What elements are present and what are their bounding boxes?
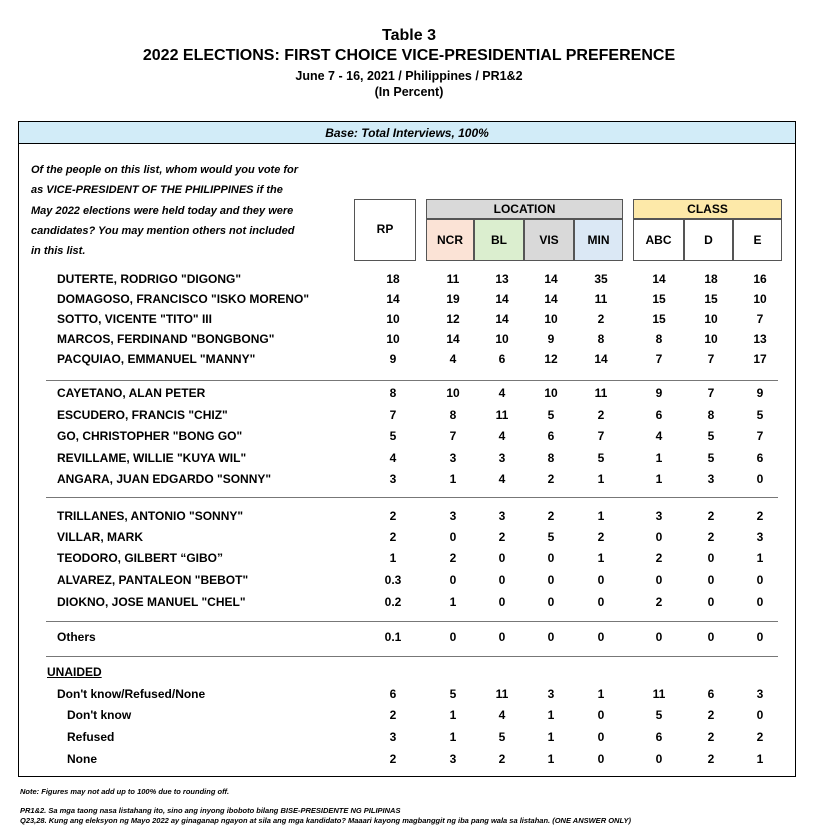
table-cell: 6 <box>498 352 506 366</box>
row-label: DIOKNO, JOSE MANUEL "CHEL" <box>57 595 246 609</box>
table-cell: 11 <box>495 687 509 701</box>
table-cell: 0 <box>547 630 555 644</box>
row-label: Don't know/Refused/None <box>57 687 206 701</box>
row-label: ESCUDERO, FRANCIS "CHIZ" <box>57 408 228 422</box>
table-cell: 8 <box>449 408 457 422</box>
table-cell: 6 <box>547 429 555 443</box>
table-cell: 8 <box>707 408 715 422</box>
table-cell: 7 <box>597 429 605 443</box>
group-divider <box>46 621 778 622</box>
group-divider <box>46 656 778 657</box>
row-label: ALVAREZ, PANTALEON "BEBOT" <box>57 573 249 587</box>
table-cell: 0 <box>498 595 506 609</box>
column-header-d: D <box>684 219 733 261</box>
table-cell: 1 <box>449 708 457 722</box>
table-cell: 14 <box>495 312 509 326</box>
row-label: Don't know <box>67 708 132 722</box>
table-cell: 2 <box>597 530 605 544</box>
column-group-class: CLASS <box>633 199 782 219</box>
table-cell: 1 <box>756 752 764 766</box>
table-cell: 8 <box>597 332 605 346</box>
table-cell: 1 <box>547 752 555 766</box>
row-label: REVILLAME, WILLIE "KUYA WIL" <box>57 451 247 465</box>
table-cell: 7 <box>389 408 397 422</box>
column-header-ncr: NCR <box>426 219 474 261</box>
table-cell: 0 <box>655 573 663 587</box>
table-cell: 14 <box>544 292 558 306</box>
table-cell: 0 <box>756 630 764 644</box>
table-cell: 0 <box>756 573 764 587</box>
question-line: in this list. <box>31 245 86 258</box>
table-cell: 0 <box>449 573 457 587</box>
table-cell: 3 <box>498 509 506 523</box>
row-label: ANGARA, JUAN EDGARDO "SONNY" <box>57 472 272 486</box>
unaided-heading: UNAIDED <box>47 665 102 679</box>
table-cell: 1 <box>597 509 605 523</box>
table-cell: 9 <box>389 352 397 366</box>
table-cell: 2 <box>389 708 397 722</box>
row-label: None <box>67 752 97 766</box>
table-cell: 0 <box>597 630 605 644</box>
table-cell: 6 <box>389 687 397 701</box>
row-label: DUTERTE, RODRIGO "DIGONG" <box>57 272 242 286</box>
table-cell: 5 <box>756 408 764 422</box>
table-cell: 0.1 <box>384 630 402 644</box>
table-cell: 2 <box>707 509 715 523</box>
table-cell: 14 <box>544 272 558 286</box>
table-cell: 11 <box>446 272 460 286</box>
table-cell: 3 <box>449 451 457 465</box>
table-cell: 11 <box>594 386 608 400</box>
table-cell: 18 <box>704 272 718 286</box>
table-cell: 0 <box>655 530 663 544</box>
table-cell: 2 <box>655 595 663 609</box>
table-cell: 10 <box>446 386 460 400</box>
row-label: Others <box>57 630 96 644</box>
footnote-question: Q23,28. Kung ang eleksyon ng Mayo 2022 ay ginaganap ngayon at sila ang mga kandidato? Maaari kayong magbanggit ng iba pang wala sa listahan. (ONE ANSWER ONLY) <box>20 816 631 825</box>
table-cell: 0 <box>498 573 506 587</box>
table-cell: 0 <box>597 595 605 609</box>
base-label: Base: Total Interviews, 100% <box>19 122 795 144</box>
table-cell: 0 <box>756 472 764 486</box>
table-cell: 8 <box>655 332 663 346</box>
table-cell: 14 <box>446 332 460 346</box>
group-divider <box>46 497 778 498</box>
table-cell: 4 <box>498 429 506 443</box>
table-cell: 9 <box>655 386 663 400</box>
table-cell: 10 <box>386 332 400 346</box>
table-cell: 1 <box>389 551 397 565</box>
column-header-e: E <box>733 219 782 261</box>
table-cell: 3 <box>756 530 764 544</box>
table-cell: 2 <box>707 708 715 722</box>
table-cell: 7 <box>756 429 764 443</box>
table-cell: 2 <box>547 509 555 523</box>
table-cell: 6 <box>655 408 663 422</box>
question-line: Of the people on this list, whom would you vote for <box>31 164 299 176</box>
table-cell: 4 <box>449 352 457 366</box>
table-cell: 4 <box>389 451 397 465</box>
table-cell: 13 <box>753 332 767 346</box>
table-cell: 6 <box>707 687 715 701</box>
table-cell: 15 <box>652 292 666 306</box>
table-unit: (In Percent) <box>374 85 444 99</box>
column-header-abc: ABC <box>633 219 684 261</box>
table-cell: 4 <box>655 429 663 443</box>
table-cell: 0 <box>756 708 764 722</box>
table-cell: 1 <box>449 595 457 609</box>
table-cell: 0 <box>655 630 663 644</box>
table-cell: 9 <box>756 386 764 400</box>
table-cell: 3 <box>449 509 457 523</box>
table-cell: 10 <box>495 332 509 346</box>
column-header-rp: RP <box>354 199 416 261</box>
table-cell: 5 <box>597 451 605 465</box>
table-cell: 15 <box>704 292 718 306</box>
table-cell: 7 <box>707 386 715 400</box>
table-cell: 9 <box>547 332 555 346</box>
question-line: candidates? You may mention others not included <box>31 224 295 237</box>
table-cell: 0 <box>547 595 555 609</box>
table-cell: 10 <box>386 312 400 326</box>
table-cell: 2 <box>389 752 397 766</box>
table-cell: 5 <box>707 451 715 465</box>
table-cell: 6 <box>756 451 764 465</box>
table-cell: 7 <box>655 352 663 366</box>
row-label: TRILLANES, ANTONIO "SONNY" <box>57 509 244 523</box>
table-cell: 10 <box>544 312 558 326</box>
table-cell: 3 <box>707 472 715 486</box>
table-cell: 1 <box>756 551 764 565</box>
table-cell: 5 <box>547 530 555 544</box>
row-label: CAYETANO, ALAN PETER <box>57 386 206 400</box>
table-cell: 8 <box>547 451 555 465</box>
column-group-location: LOCATION <box>426 199 623 219</box>
table-cell: 2 <box>547 472 555 486</box>
table-cell: 11 <box>594 292 608 306</box>
table-subtitle: June 7 - 16, 2021 / Philippines / PR1&2 <box>295 69 523 83</box>
table-cell: 3 <box>389 730 397 744</box>
table-cell: 2 <box>389 530 397 544</box>
table-cell: 0.3 <box>384 573 402 587</box>
table-cell: 1 <box>597 472 605 486</box>
table-cell: 0 <box>498 630 506 644</box>
table-cell: 4 <box>498 708 506 722</box>
table-cell: 10 <box>753 292 767 306</box>
table-cell: 15 <box>652 312 666 326</box>
table-cell: 0 <box>449 630 457 644</box>
table-cell: 10 <box>704 332 718 346</box>
row-label: VILLAR, MARK <box>57 530 143 544</box>
row-label: TEODORO, GILBERT “GIBO” <box>57 551 224 565</box>
table-cell: 0.2 <box>384 595 402 609</box>
question-text <box>31 160 341 261</box>
column-header-bl: BL <box>474 219 524 261</box>
table-cell: 4 <box>498 386 506 400</box>
table-cell: 5 <box>547 408 555 422</box>
table-cell: 8 <box>389 386 397 400</box>
table-cell: 6 <box>655 730 663 744</box>
column-header-min: MIN <box>574 219 623 261</box>
table-cell: 2 <box>597 312 605 326</box>
table-cell: 17 <box>753 352 767 366</box>
table-cell: 13 <box>495 272 509 286</box>
table-cell: 3 <box>389 472 397 486</box>
table-cell: 2 <box>498 530 506 544</box>
table-cell: 2 <box>756 509 764 523</box>
table-cell: 14 <box>594 352 608 366</box>
table-cell: 7 <box>707 352 715 366</box>
row-label: PACQUIAO, EMMANUEL "MANNY" <box>57 352 256 366</box>
table-cell: 1 <box>547 730 555 744</box>
table-cell: 0 <box>707 551 715 565</box>
table-cell: 1 <box>547 708 555 722</box>
table-cell: 2 <box>597 408 605 422</box>
table-cell: 2 <box>707 752 715 766</box>
column-header-vis: VIS <box>524 219 574 261</box>
table-cell: 0 <box>756 595 764 609</box>
table-title: 2022 ELECTIONS: FIRST CHOICE VICE-PRESIDENTIAL PREFERENCE <box>142 47 676 64</box>
question-line: as VICE-PRESIDENT OF THE PHILIPPINES if the <box>31 184 283 197</box>
table-cell: 2 <box>707 530 715 544</box>
table-cell: 12 <box>544 352 558 366</box>
table-cell: 1 <box>449 730 457 744</box>
table-cell: 1 <box>655 451 663 465</box>
table-cell: 1 <box>449 472 457 486</box>
table-cell: 0 <box>597 708 605 722</box>
table-cell: 7 <box>449 429 457 443</box>
row-label: Refused <box>67 730 115 744</box>
footnote-question: PR1&2. Sa mga taong nasa listahang ito, sino ang inyong iboboto bilang BISE-PRESIDENTE NG PILIPINAS <box>20 806 401 815</box>
table-cell: 5 <box>707 429 715 443</box>
row-label: MARCOS, FERDINAND "BONGBONG" <box>57 332 275 346</box>
row-label: SOTTO, VICENTE "TITO" III <box>57 312 212 326</box>
table-cell: 0 <box>547 551 555 565</box>
table-cell: 2 <box>707 730 715 744</box>
table-cell: 0 <box>597 573 605 587</box>
table-cell: 0 <box>655 752 663 766</box>
table-cell: 0 <box>597 730 605 744</box>
table-cell: 3 <box>655 509 663 523</box>
rounding-note: Note: Figures may not add up to 100% due to rounding off. <box>20 787 230 796</box>
group-divider <box>46 380 778 381</box>
row-label: DOMAGOSO, FRANCISCO "ISKO MORENO" <box>57 292 310 306</box>
table-cell: 14 <box>652 272 666 286</box>
table-cell: 5 <box>449 687 457 701</box>
table-cell: 5 <box>389 429 397 443</box>
table-cell: 18 <box>386 272 400 286</box>
table-cell: 0 <box>449 530 457 544</box>
question-line: May 2022 elections were held today and they were <box>31 204 294 217</box>
table-cell: 3 <box>756 687 764 701</box>
table-cell: 11 <box>652 687 666 701</box>
table-cell: 3 <box>498 451 506 465</box>
table-cell: 2 <box>389 509 397 523</box>
table-cell: 1 <box>655 472 663 486</box>
table-cell: 2 <box>449 551 457 565</box>
table-cell: 1 <box>597 687 605 701</box>
table-cell: 1 <box>597 551 605 565</box>
table-cell: 0 <box>498 551 506 565</box>
table-cell: 0 <box>547 573 555 587</box>
table-cell: 35 <box>594 272 608 286</box>
table-cell: 0 <box>707 573 715 587</box>
table-cell: 10 <box>544 386 558 400</box>
table-cell: 16 <box>753 272 767 286</box>
table-cell: 14 <box>495 292 509 306</box>
table-cell: 12 <box>446 312 460 326</box>
table-cell: 0 <box>597 752 605 766</box>
table-cell: 3 <box>449 752 457 766</box>
table-cell: 19 <box>446 292 460 306</box>
table-cell: 3 <box>547 687 555 701</box>
table-cell: 5 <box>498 730 506 744</box>
table-cell: 2 <box>498 752 506 766</box>
table-cell: 5 <box>655 708 663 722</box>
table-cell: 2 <box>756 730 764 744</box>
table-cell: 4 <box>498 472 506 486</box>
table-number: Table 3 <box>382 27 436 44</box>
row-label: GO, CHRISTOPHER "BONG GO" <box>57 429 243 443</box>
table-cell: 11 <box>495 408 509 422</box>
table-cell: 10 <box>704 312 718 326</box>
table-cell: 0 <box>707 630 715 644</box>
table-cell: 7 <box>756 312 764 326</box>
table-cell: 2 <box>655 551 663 565</box>
table-cell: 14 <box>386 292 400 306</box>
table-cell: 0 <box>707 595 715 609</box>
